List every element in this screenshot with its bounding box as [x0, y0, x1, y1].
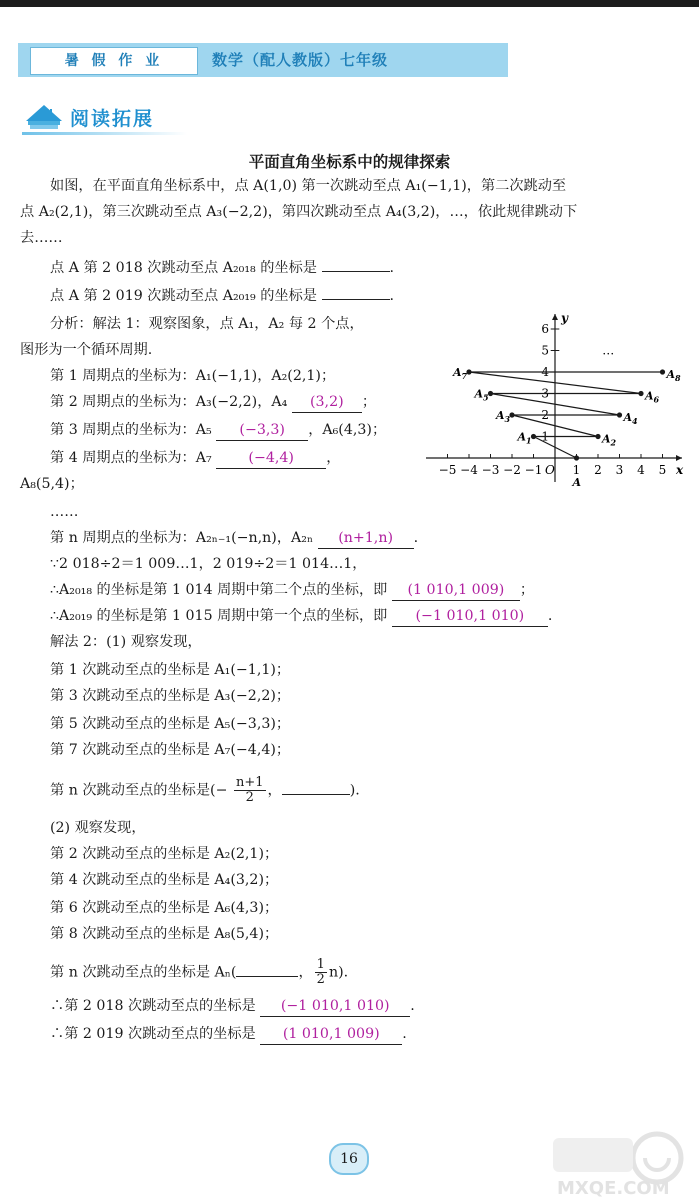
point-label: $A_8$ — [666, 368, 681, 383]
header-right-label: 数学（配人教版）七年级 — [212, 51, 389, 69]
fraction-even-numerator: 1 — [316, 957, 325, 972]
therefore-2-answer: (−1 010,1 010) — [392, 606, 548, 627]
period-4 — [50, 448, 340, 469]
question-1-text: 点 A 第 2 018 次跳动至点 A₂₀₁₈ 的坐标是 — [50, 260, 317, 276]
point-a6 — [638, 391, 643, 396]
conclusion-2-answer: (1 010,1 009) — [260, 1024, 402, 1045]
period-n-text: 第 n 周期点的坐标为：A₂ₙ₋₁(−n,n)，A₂ₙ — [50, 530, 314, 546]
period-3 — [50, 420, 386, 441]
conclusion-2-period: . — [402, 1026, 407, 1042]
y-tick-label: 2 — [541, 408, 549, 422]
period-2-answer: (3,2) — [292, 392, 362, 413]
period-2-text: 第 2 周期点的坐标为：A₃(−2,2)，A₄ — [50, 394, 288, 410]
conclusion-1-text: ∴第 2 018 次跳动至点的坐标是 — [50, 998, 256, 1014]
x-tick-label: −2 — [503, 463, 521, 477]
books-icon — [22, 101, 66, 131]
method2-even-text: 第 n 次跳动至点的坐标是 Aₙ( — [50, 964, 237, 981]
period-n — [50, 528, 418, 549]
point-label-subscript: 5 — [483, 392, 489, 403]
point-a2 — [595, 434, 600, 439]
question-1-period: . — [389, 260, 395, 276]
point-label: $A_2$ — [602, 432, 617, 448]
point-label: A — [572, 476, 582, 488]
method2-line-1: 第 1 次跳动至点的坐标是 A₁(−1,1)； — [50, 662, 291, 678]
x-tick-label: −5 — [438, 463, 457, 477]
therefore-2-text: ∴A₂₀₁₉ 的坐标是第 1 015 周期中第一个点的坐标，即 — [50, 608, 388, 624]
method2-line-4: 第 4 次跳动至点的坐标是 A₄(3,2)； — [50, 872, 279, 888]
period-2: 第 2 周期点的坐标为：A₃(−2,2)，A₄ (3,2) ； — [50, 392, 376, 413]
fraction-odd-denominator: 2 — [245, 790, 254, 805]
fraction-odd-numerator: n+1 — [235, 775, 264, 790]
y-tick-label: 1 — [541, 429, 549, 444]
question-1-blank[interactable] — [322, 271, 390, 272]
y-axis-arrow — [552, 314, 558, 320]
method2-line-6: 第 6 次跳动至点的坐标是 A₆(4,3)； — [50, 900, 279, 916]
point-label-subscript: 1 — [526, 435, 532, 446]
point-label: $A_3$ — [496, 409, 511, 424]
method2-odd-blank[interactable] — [282, 794, 350, 795]
point-a8 — [660, 369, 665, 374]
conclusion-1 — [50, 996, 415, 1017]
therefore-1-answer: (1 010,1 009) — [392, 580, 520, 601]
therefore-1: ∴A₂₀₁₈ 的坐标是第 1 014 周期中第二个点的坐标，即 (1 010,1 009) ； — [50, 580, 534, 601]
method2-line-3: 第 3 次跳动至点的坐标是 A₃(−2,2)； — [50, 688, 291, 704]
question-2 — [50, 286, 394, 306]
because-line: ∵2 018÷2＝1 009…1，2 019÷2＝1 014…1， — [50, 556, 367, 572]
point-a1 — [531, 434, 536, 439]
x-tick-label: 3 — [615, 463, 624, 477]
y-tick-label: 6 — [541, 322, 549, 336]
period-4-post: ， — [326, 450, 341, 466]
period-3-post: ，A₆(4,3)； — [308, 422, 387, 438]
question-1 — [50, 258, 394, 278]
method2b-title: (2) 观察发现， — [50, 820, 146, 836]
conclusion-2-text: ∴第 2 019 次跳动至点的坐标是 — [50, 1026, 256, 1042]
y-axis-label: y — [561, 311, 568, 325]
analysis-line-1: 分析：解法 1：观察图象，点 A₁，A₂ 每 2 个点， — [50, 316, 364, 332]
ellipsis-label: … — [602, 343, 615, 358]
x-tick-label: 5 — [658, 463, 667, 477]
article-title: 平面直角坐标系中的规律探索 — [248, 153, 451, 171]
section-underline — [22, 132, 187, 135]
x-tick-label: −4 — [460, 463, 478, 477]
point-label: $A_1$ — [517, 430, 532, 446]
point-label: $A_4$ — [623, 411, 638, 426]
point-a — [574, 455, 579, 460]
method2-even-general: 第 n 次跳动至点的坐标是 Aₙ( ， $\frac{1}{2}$ n). — [50, 957, 349, 987]
page-number: 16 — [329, 1143, 369, 1175]
y-tick-label: 5 — [541, 343, 549, 358]
period-1: 第 1 周期点的坐标为：A₁(−1,1)，A₂(2,1)； — [50, 368, 336, 384]
method2-odd-post: ). — [349, 782, 360, 799]
point-label-subscript: 2 — [610, 437, 617, 448]
point-label-subscript: 7 — [461, 371, 468, 381]
point-a7 — [466, 369, 471, 374]
point-label-subscript: 3 — [504, 414, 511, 424]
period-3-text: 第 3 周期点的坐标为：A₅ — [50, 422, 212, 438]
method2-line-8: 第 8 次跳动至点的坐标是 A₈(5,4)； — [50, 926, 279, 942]
method2-odd-text: 第 n 次跳动至点的坐标是(− — [50, 782, 228, 799]
question-2-period: . — [389, 288, 395, 304]
method2-even-blank[interactable] — [236, 976, 298, 977]
method2-line-2: 第 2 次跳动至点的坐标是 A₂(2,1)； — [50, 846, 279, 862]
point-label-subscript: 8 — [675, 373, 681, 383]
y-tick-label: 4 — [541, 365, 549, 379]
question-2-text: 点 A 第 2 019 次跳动至点 A₂₀₁₉ 的坐标是 — [50, 288, 317, 304]
x-tick-label: −3 — [481, 463, 500, 477]
period-3-answer: (−3,3) — [216, 420, 308, 441]
x-tick-label: 2 — [594, 463, 602, 477]
origin-label: O — [545, 463, 555, 477]
question-2-blank[interactable] — [322, 299, 390, 300]
coordinate-figure — [420, 308, 690, 488]
method2-line-7: 第 7 次跳动至点的坐标是 A₇(−4,4)； — [50, 742, 291, 758]
intro-line-1: 如图，在平面直角坐标系中，点 A(1,0) 第一次跳动至点 A₁(−1,1)，第二次跳动至 — [50, 178, 567, 194]
point-label: $A_7$ — [453, 366, 468, 381]
therefore-1-text: ∴A₂₀₁₈ 的坐标是第 1 014 周期中第二个点的坐标，即 — [50, 582, 388, 598]
x-tick-label: 4 — [637, 463, 645, 477]
conclusion-2 — [50, 1024, 407, 1045]
point-label-subscript: 4 — [632, 416, 638, 426]
method2-line-5: 第 5 次跳动至点的坐标是 A₅(−3,3)； — [50, 716, 291, 732]
fraction-even — [315, 958, 327, 987]
x-tick-label: −1 — [524, 463, 543, 477]
point-a4 — [617, 412, 622, 417]
intro-line-2: 点 A₂(2,1)，第三次跳动至点 A₃(−2,2)，第四次跳动至点 A₄(3,2)，…，依此规律跳动下 — [20, 204, 578, 220]
header-left-label: 暑 假 作 业 — [30, 47, 198, 75]
point-a5 — [488, 391, 493, 396]
x-axis-label: x — [676, 463, 684, 477]
point-label: $A_6$ — [645, 389, 660, 405]
method2-even-post: n). — [328, 964, 349, 981]
method2-odd-general: 第 n 次跳动至点的坐标是(− $\frac{n+1}{2}$ ， ). — [50, 775, 360, 805]
intro-line-3: 去…… — [20, 230, 63, 246]
conclusion-1-answer: (−1 010,1 010) — [260, 996, 410, 1017]
conclusion-1-period: . — [410, 998, 415, 1014]
therefore-2-period: . — [547, 608, 553, 624]
period-4-answer: (−4,4) — [216, 448, 326, 469]
x-tick-label: 1 — [572, 463, 581, 477]
fraction-even-denominator: 2 — [316, 972, 325, 987]
period-4-line-2: A₈(5,4)； — [20, 476, 84, 492]
point-label-subscript: 6 — [653, 394, 660, 405]
period-n-period: . — [413, 530, 419, 546]
section-title: 阅读拓展 — [70, 108, 155, 130]
period-4-text: 第 4 周期点的坐标为：A₇ — [50, 450, 212, 466]
top-bar — [0, 0, 699, 7]
analysis-line-2: 图形为一个循环周期. — [20, 342, 153, 358]
svg-text:MXQE.COM: MXQE.COM — [557, 1178, 670, 1199]
x-axis-arrow — [676, 455, 682, 461]
method2-title: 解法 2：(1) 观察发现， — [50, 634, 202, 650]
point-label: $A_5$ — [474, 387, 489, 403]
point-a3 — [509, 412, 514, 417]
period-n-answer: (n+1,n) — [318, 528, 414, 549]
fraction-odd — [234, 776, 266, 805]
ellipsis-line: …… — [50, 504, 79, 520]
therefore-2 — [50, 606, 552, 627]
watermark-logo — [545, 1130, 695, 1200]
y-tick-label: 3 — [541, 386, 549, 401]
